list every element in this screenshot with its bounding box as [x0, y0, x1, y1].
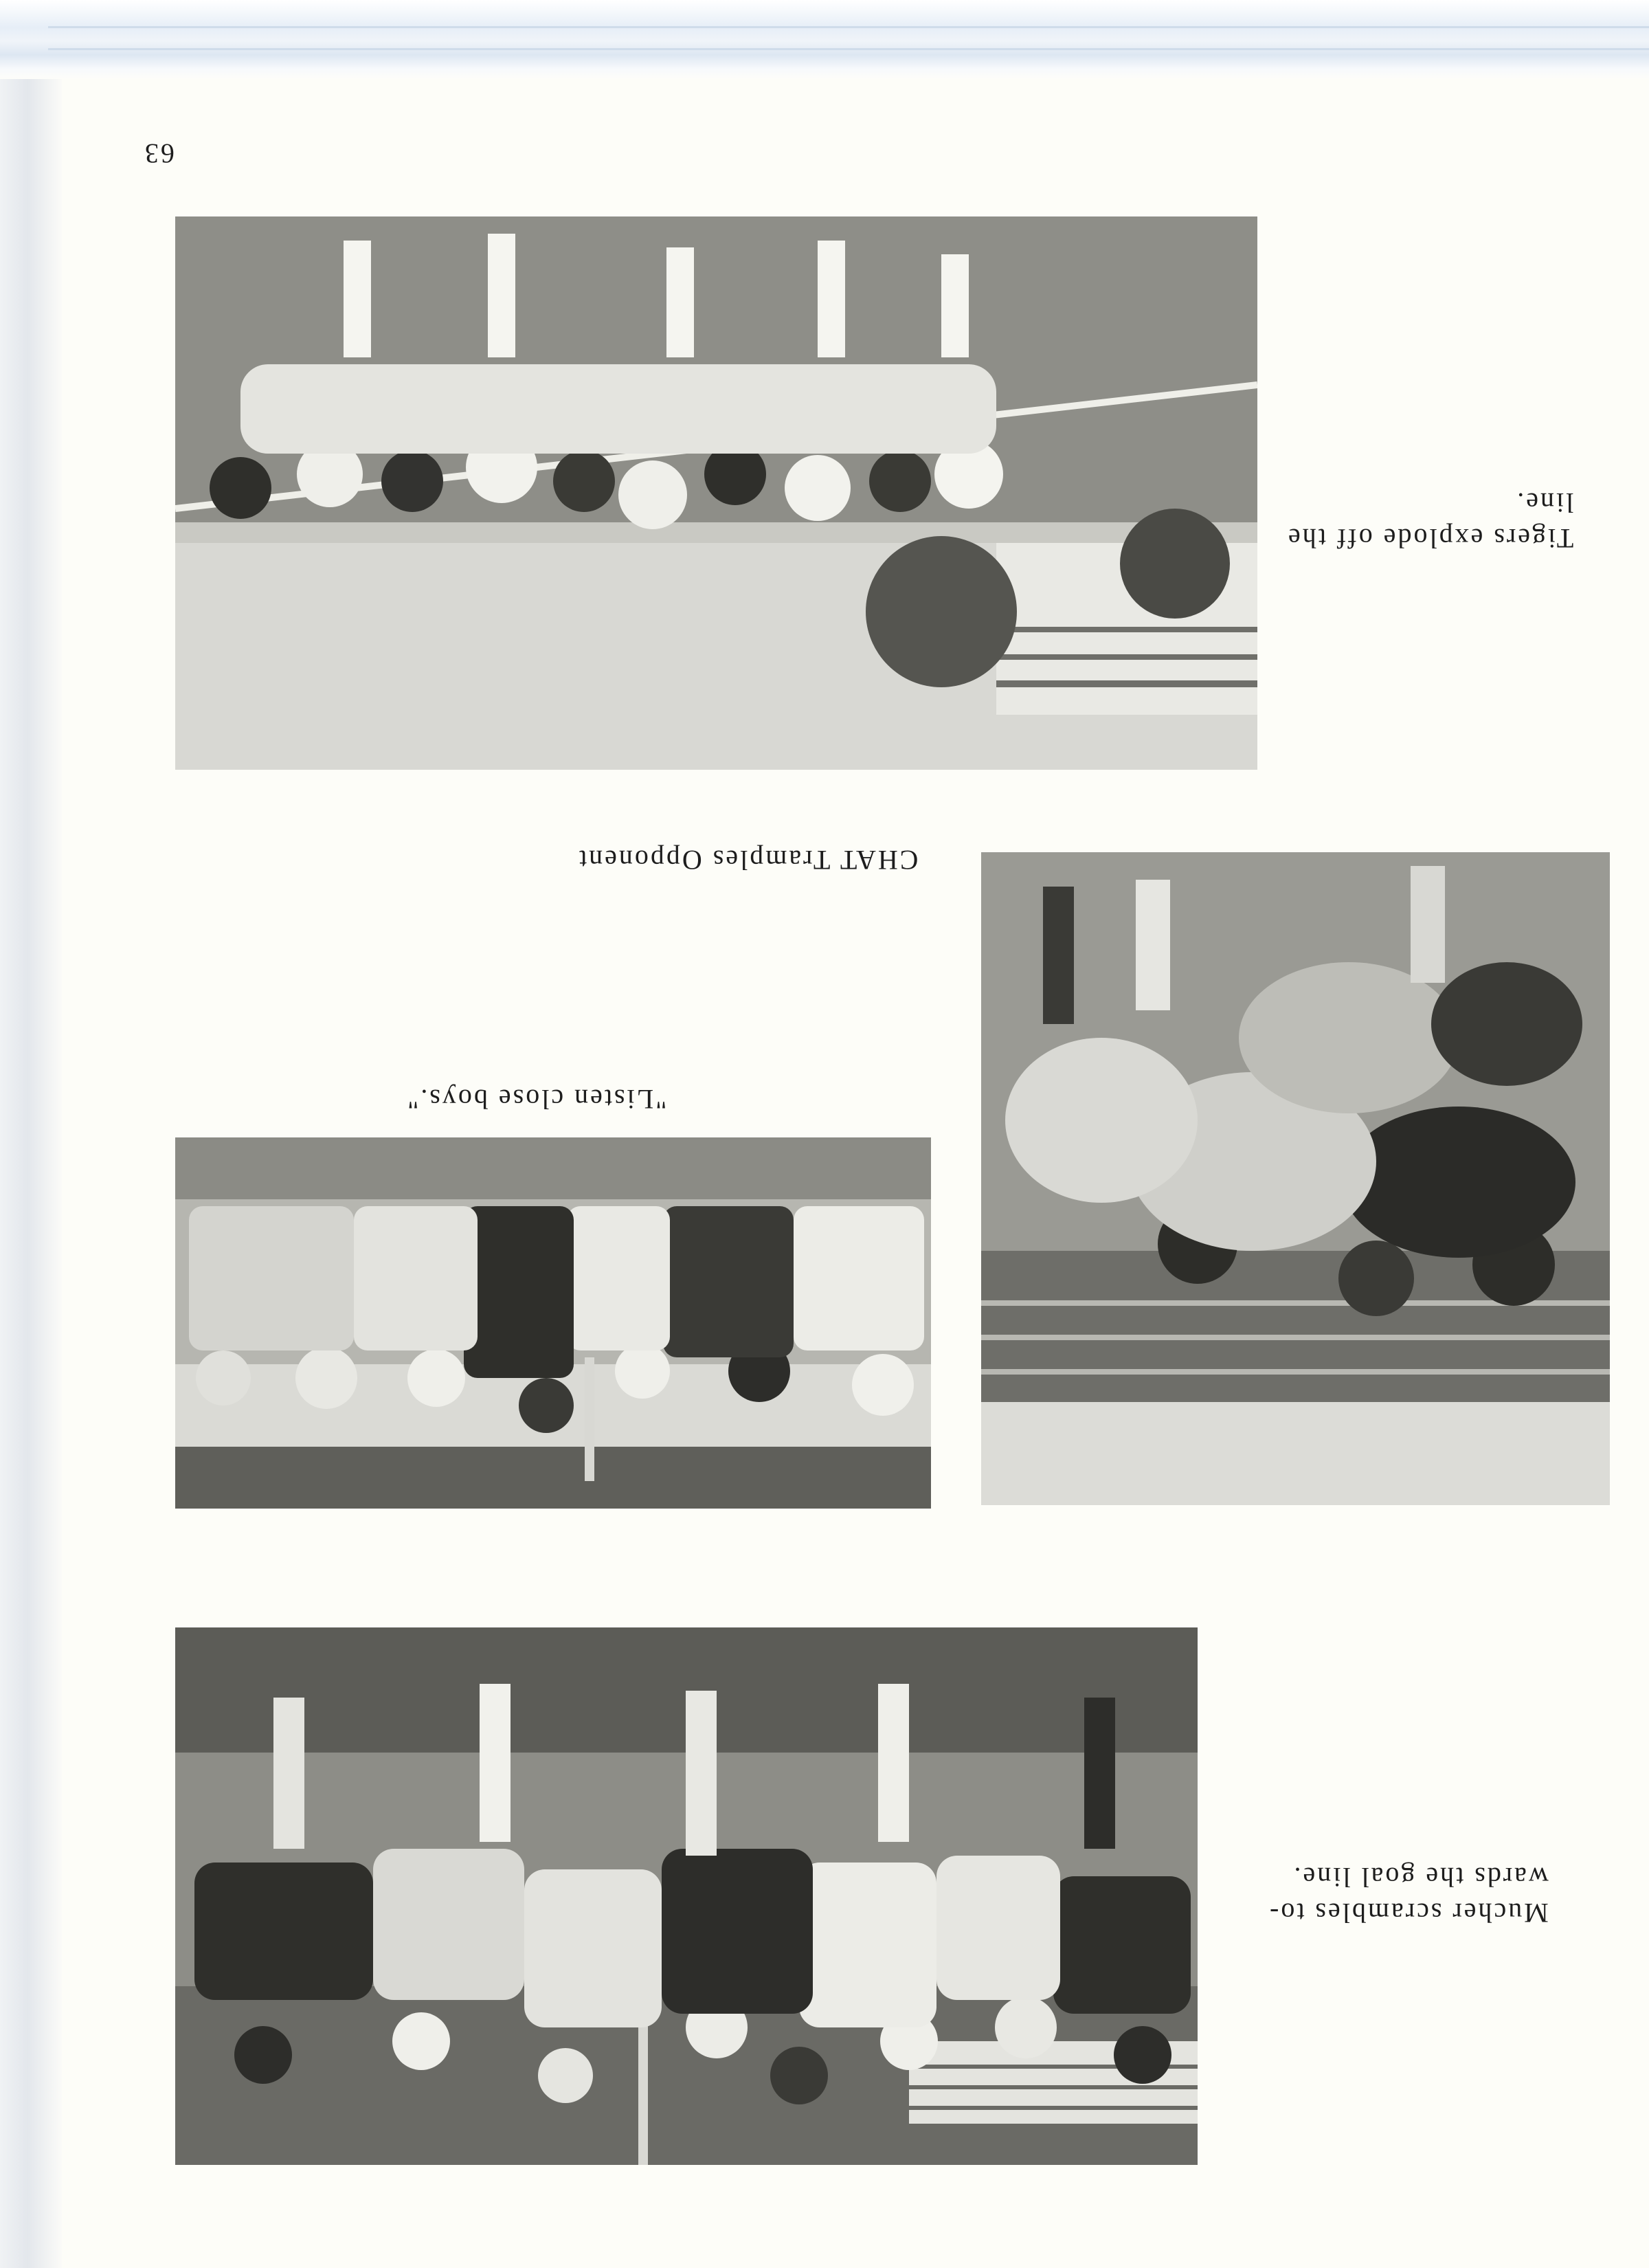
scan-line	[48, 48, 1649, 50]
caption-tigers-explode	[1286, 485, 1573, 556]
binding-edge	[0, 79, 62, 2268]
photo-goal-line	[175, 1627, 1198, 2165]
caption-line: Tigers explode off the	[1286, 523, 1574, 554]
caption-line: Mucher scrambles to-	[1268, 1898, 1549, 1928]
caption-line: wards the goal line.	[1292, 1862, 1549, 1893]
caption-listen-close: "Listen close boys."	[405, 1084, 667, 1115]
caption-chat-tramples: CHAT Tramples Opponent	[577, 845, 919, 876]
scan-line	[48, 26, 1649, 28]
page-number: 63	[143, 138, 175, 169]
photo-tackle	[981, 852, 1610, 1505]
caption-mucher-scrambles	[1268, 1859, 1549, 1931]
photo-tigers-line	[175, 216, 1257, 770]
caption-line: line.	[1515, 487, 1574, 518]
scanner-edge	[0, 0, 1649, 79]
photo-huddle	[175, 1137, 931, 1509]
